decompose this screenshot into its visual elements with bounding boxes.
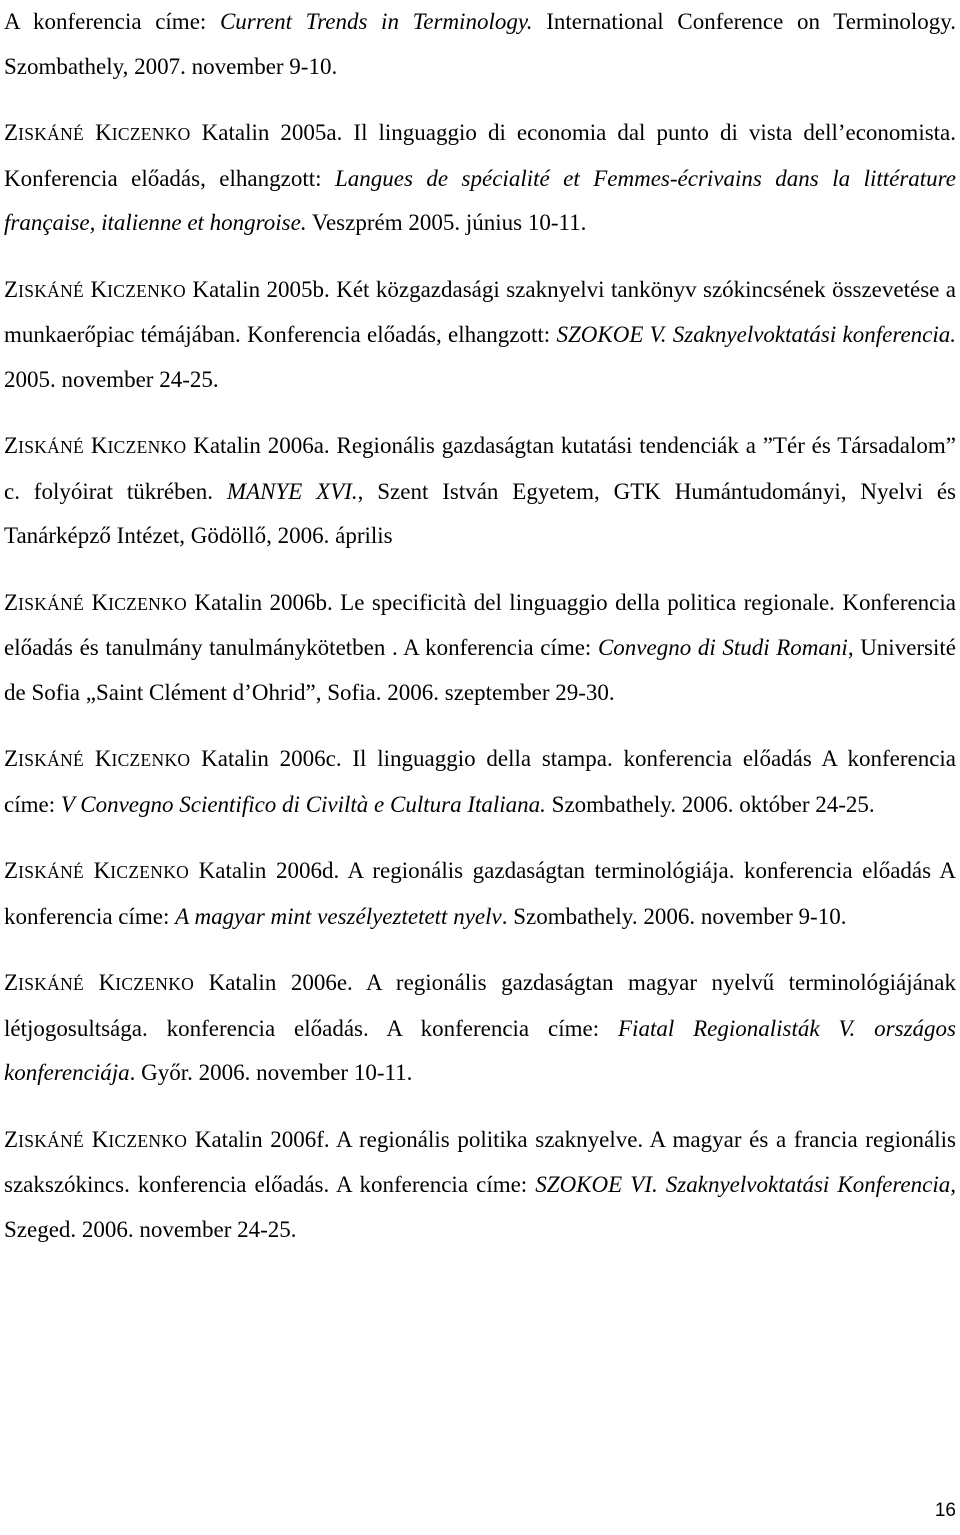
- entry-text: International Conference on Terminology. Szombathely, 2007. november 9-10.: [4, 9, 956, 79]
- entry-italic-title: MANYE XVI.: [226, 478, 358, 504]
- entry-text: Katalin 2005a. Il linguaggio di economia dal punto di vista dell’economista. Konferencia előadás, elhangzott:: [4, 120, 957, 191]
- author-name: ZISKÁNÉ KICZENKO: [4, 746, 191, 771]
- entry-italic-title: SZOKOE VI. Szaknyelvoktatási Konferencia,: [535, 1172, 956, 1197]
- entry-text: Szeged. 2006. november 24-25.: [4, 1216, 297, 1242]
- author-name: ZISKÁNÉ KICZENKO: [4, 1126, 188, 1152]
- entry-italic-title: Fiatal Regionalisták V. országos konferenciája: [4, 1015, 956, 1085]
- entry-text: , Szent István Egyetem, GTK Humántudományi, Nyelvi és Tanárképző Intézet, Gödöllő, 2006. április: [4, 478, 957, 548]
- bibliography-entry: [4, 424, 956, 559]
- entry-text: Katalin 2006a. Regionális gazdaságtan kutatási tendenciák a ”Tér és Társadalom” c. folyóirat tükrében.: [4, 433, 957, 504]
- bibliography-entry: [4, 111, 956, 246]
- entry-text: , Université de Sofia „Saint Clément d’Ohrid”, Sofia. 2006. szeptember 29-30.: [4, 635, 956, 705]
- bibliography-entry: [4, 961, 956, 1096]
- entry-italic-title: A magyar mint veszélyeztetett nyelv: [175, 903, 502, 929]
- entry-italic-title: Convegno di Studi Romani: [597, 635, 848, 660]
- page-number: 16: [934, 1500, 956, 1521]
- bibliography-entry: [4, 0, 956, 89]
- entry-text: Katalin 2006b. Le specificità del linguaggio della politica regionale. Konferencia előadás és tanulmány tanulmánykötetben . A konferencia címe:: [4, 589, 956, 660]
- entry-italic-title: V Convegno Scientifico di Civiltà e Cultura Italiana.: [60, 791, 546, 817]
- entry-text: A konferencia címe:: [4, 9, 220, 34]
- bibliography-entry: [4, 581, 956, 716]
- author-name: ZISKÁNÉ KICZENKO: [4, 120, 191, 145]
- author-name: ZISKÁNÉ KICZENKO: [4, 433, 187, 458]
- entry-text: Katalin 2005b. Két közgazdasági szaknyelvi tankönyv szókincsének összevetése a munkaerőpiac témájában. Konferencia előadás, elhangzott:: [4, 276, 956, 347]
- bibliography-entry: [4, 268, 956, 403]
- entry-text: Katalin 2006d. A regionális gazdaságtan terminológiája. konferencia előadás A konferencia címe:: [4, 858, 956, 929]
- entry-text: . Győr. 2006. november 10-11.: [129, 1060, 413, 1085]
- author-name: ZISKÁNÉ KICZENKO: [4, 970, 195, 995]
- entry-text: . Szombathely. 2006. november 9-10.: [501, 903, 847, 929]
- author-name: ZISKÁNÉ KICZENKO: [4, 276, 186, 302]
- document-page: [4, 0, 956, 1252]
- entry-text: Katalin 2006f. A regionális politika szaknyelve. A magyar és a francia regionális szakszókincs. konferencia előadás. A konferencia címe:: [4, 1126, 956, 1197]
- bibliography-entry: [4, 849, 956, 939]
- author-name: ZISKÁNÉ KICZENKO: [4, 858, 190, 883]
- bibliography-entry: [4, 737, 956, 827]
- entry-text: 2005. november 24-25.: [4, 366, 219, 392]
- entry-text: Katalin 2006c. Il linguaggio della stampa. konferencia előadás A konferencia címe:: [4, 746, 957, 817]
- entry-italic-title: SZOKOE V. Szaknyelvoktatási konferencia.: [556, 322, 956, 347]
- entry-text: Szombathely. 2006. október 24-25.: [545, 791, 875, 817]
- author-name: ZISKÁNÉ KICZENKO: [4, 589, 187, 615]
- entry-italic-title: Current Trends in Terminology.: [219, 9, 533, 34]
- entry-text: Katalin 2006e. A regionális gazdaságtan magyar nyelvű terminológiájának létjogosultsága. konferencia előadás. A konferencia címe:: [4, 970, 956, 1041]
- entry-italic-title: Langues de spécialité et Femmes-écrivains dans la littérature française, italienne et hongroise.: [4, 165, 956, 235]
- entry-text: Veszprém 2005. június 10-11.: [306, 210, 587, 235]
- bibliography-entry: [4, 1118, 956, 1253]
